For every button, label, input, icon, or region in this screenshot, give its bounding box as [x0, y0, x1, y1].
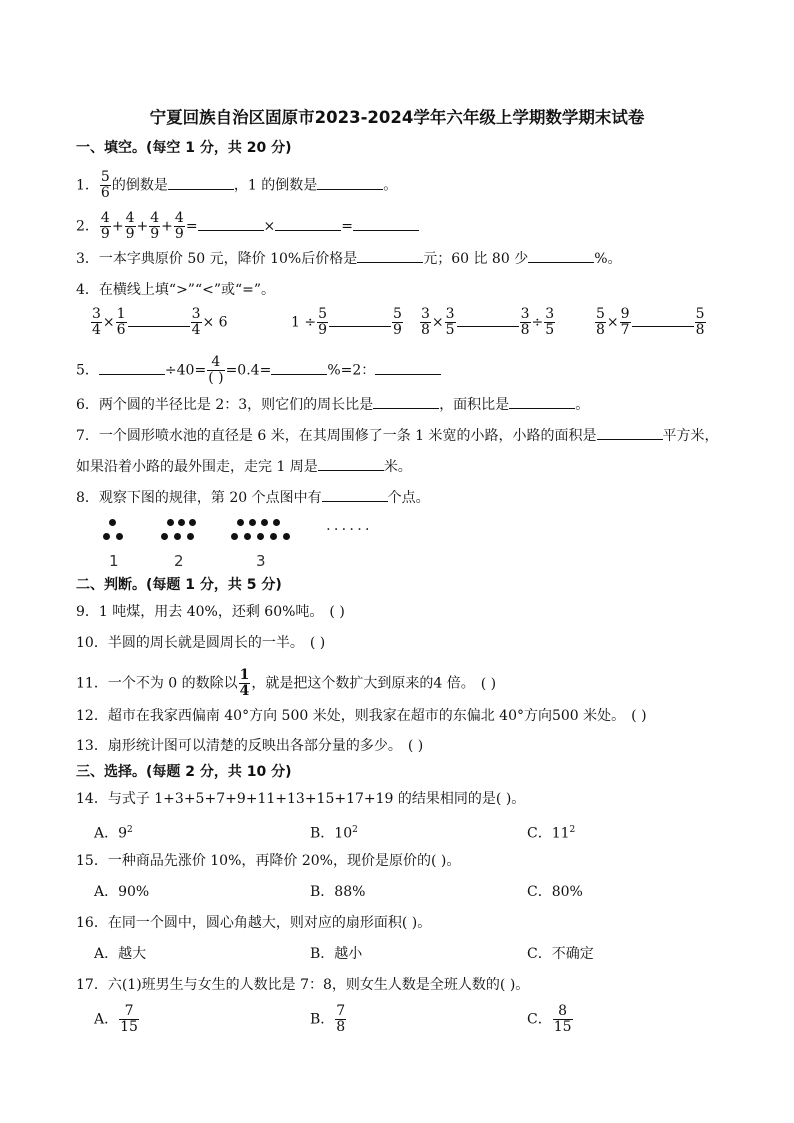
compare-blank[interactable]: [128, 312, 190, 327]
dot: [187, 533, 194, 540]
answer-blank[interactable]: [168, 175, 234, 190]
dot: [270, 533, 277, 540]
answer-blank[interactable]: [509, 394, 575, 409]
fraction: $\frac{4}{9}$: [125, 210, 135, 242]
question-14: 14．与式子 1+3+5+7+9+11+13+15+17+19 的结果相同的是( )。: [76, 791, 526, 807]
answer-parentheses[interactable]: ( ): [480, 675, 497, 692]
option-b[interactable]: B． $\frac{7}{8}$: [310, 1003, 346, 1035]
answer-blank[interactable]: [271, 360, 327, 375]
section-heading-true-false: 二、判断。(每题 1 分，共 5 分): [76, 577, 282, 593]
option-a[interactable]: A．越大: [94, 946, 147, 962]
answer-parentheses[interactable]: ( ): [329, 604, 345, 620]
option-c[interactable]: C． $\frac{8}{15}$: [527, 1003, 572, 1035]
dot: [161, 533, 168, 540]
fraction: $\frac{4}{9}$: [174, 210, 184, 242]
compare-blank[interactable]: [329, 312, 391, 327]
dot-pattern-label: 2: [174, 552, 184, 570]
question-text: ，1 的倒数是: [233, 177, 318, 194]
answer-parentheses[interactable]: ( ): [309, 635, 326, 651]
dot: [261, 519, 268, 526]
dot: [178, 519, 185, 526]
operator: =: [341, 218, 354, 235]
section-heading-fill-blank: 一、填空。(每空 1 分，共 20 分): [76, 140, 292, 156]
answer-blank[interactable]: [198, 216, 264, 231]
compare-blank[interactable]: [457, 312, 519, 327]
question-text: 一本字典原价 50 元，降价 10%后价格是: [98, 251, 358, 267]
fraction: $\frac{4}{9}$: [100, 210, 110, 242]
dot-pattern-label: 3: [256, 552, 266, 570]
operator: =: [185, 218, 198, 235]
dot: [283, 533, 290, 540]
dot: [231, 533, 238, 540]
dot: [116, 533, 123, 540]
question-2: [76, 211, 419, 242]
answer-blank[interactable]: [317, 175, 383, 190]
option-a[interactable]: A． $\frac{7}{15}$: [94, 1003, 138, 1035]
answer-blank[interactable]: [357, 248, 423, 263]
dot: [244, 533, 251, 540]
operator: +: [136, 218, 149, 235]
answer-blank[interactable]: [375, 360, 441, 375]
dot-pattern-label: 1: [109, 552, 119, 570]
dot: [257, 533, 264, 540]
question-7-line2: 如果沿着小路的最外围走，走完 1 周是 米。: [76, 456, 412, 477]
option-a[interactable]: A．90%: [94, 884, 150, 900]
answer-blank[interactable]: [528, 248, 594, 263]
dot: [103, 533, 110, 540]
answer-blank[interactable]: [353, 216, 419, 231]
question-number: 1．: [76, 177, 99, 194]
question-15: 15．一种商品先涨价 10%，再降价 20%，现价是原价的( )。: [76, 853, 461, 869]
question-text: 在横线上填“>”“<”或“=”。: [98, 282, 276, 298]
answer-blank[interactable]: [373, 394, 439, 409]
compare-item-4: $\frac{5}{8}$ × $\frac{9}{7}$ $\frac{5}{8}$: [596, 306, 705, 338]
question-1: [76, 170, 397, 201]
question-16: 16．在同一个圆中，圆心角越大，则对应的扇形面积( )。: [76, 915, 432, 931]
punctuation: 。: [383, 177, 398, 194]
answer-blank[interactable]: [322, 487, 388, 502]
page-title: 宁夏回族自治区固原市2023-2024学年六年级上学期数学期末试卷: [149, 108, 645, 127]
operator: ×: [263, 218, 276, 235]
answer-parentheses[interactable]: ( ): [407, 738, 424, 754]
answer-parentheses[interactable]: ( ): [631, 708, 647, 724]
operator: +: [111, 218, 124, 235]
compare-blank[interactable]: [632, 312, 694, 327]
question-3: 3．一本字典原价 50 元，降价 10%后价格是 元；60 比 80 少 %。: [76, 248, 622, 269]
answer-blank[interactable]: [275, 216, 341, 231]
question-13: 13．扇形统计图可以清楚的反映出各部分量的多少。 ( ): [76, 738, 424, 754]
dot: [237, 519, 244, 526]
question-11: 11．一个不为 0 的数除以 $\frac{1}{4}$ ，就是把这个数扩大到原来的4 倍。 ( ): [76, 667, 497, 699]
option-c[interactable]: C．不确定: [527, 946, 594, 962]
answer-blank[interactable]: [318, 456, 384, 471]
option-b[interactable]: B．88%: [310, 884, 366, 900]
dot: [174, 533, 181, 540]
dot: [167, 519, 174, 526]
dot: [109, 519, 116, 526]
dot: [273, 519, 280, 526]
fraction: $\frac{4}{9}$: [150, 210, 160, 242]
dot: [189, 519, 196, 526]
question-10: 10．半圆的周长就是圆周长的一半。 ( ): [76, 635, 326, 651]
option-a[interactable]: A．$9^2$: [94, 825, 133, 842]
compare-item-1: $\frac{3}{4}$ × $\frac{1}{6}$ $\frac{3}{4}$ × 6: [92, 306, 228, 338]
question-6: 6．两个圆的半径比是 2：3，则它们的周长比是 ，面积比是 。: [76, 394, 589, 415]
question-7: 7．一个圆形喷水池的直径是 6 米，在其周围修了一条 1 米宽的小路，小路的面积是 平方米，: [76, 425, 719, 446]
question-8: 8．观察下图的规律，第 20 个点图中有 个点。: [76, 487, 430, 508]
option-b[interactable]: B．$10^2$: [310, 825, 358, 842]
answer-blank[interactable]: [597, 425, 663, 440]
compare-item-3: $\frac{3}{8}$ × $\frac{3}{5}$ $\frac{3}{8}$ ÷ $\frac{3}{5}$: [421, 306, 555, 338]
ellipsis: ......: [326, 516, 373, 534]
operator: +: [161, 218, 173, 235]
compare-item-2: 1 ÷ $\frac{5}{9}$ $\frac{5}{9}$: [291, 306, 402, 338]
option-c[interactable]: C．$11^2$: [527, 825, 576, 842]
answer-blank[interactable]: [99, 360, 165, 375]
question-text: 的倒数是: [111, 177, 168, 194]
option-c[interactable]: C．80%: [527, 884, 583, 900]
question-5: 5． ÷40= $\frac{4}{( )}$ =0.4= %=2：: [76, 355, 441, 386]
option-b[interactable]: B．越小: [310, 946, 363, 962]
fraction: $\frac{5}{6}$: [100, 169, 110, 201]
question-4: 4．在横线上填“>”“<”或“=”。: [76, 282, 276, 298]
question-12: 12．超市在我家西偏南 40°方向 500 米处，则我家在超市的东偏北 40°方向500 米处。 ( ): [76, 708, 647, 724]
section-heading-multiple-choice: 三、选择。(每题 2 分，共 10 分): [76, 764, 292, 780]
dot: [249, 519, 256, 526]
question-9: 9．1 吨煤，用去 40%，还剩 60%吨。 ( ): [76, 604, 345, 620]
question-number: 2．: [76, 218, 99, 235]
question-17: 17．六(1)班男生与女生的人数比是 7：8，则女生人数是全班人数的( )。: [76, 977, 530, 993]
